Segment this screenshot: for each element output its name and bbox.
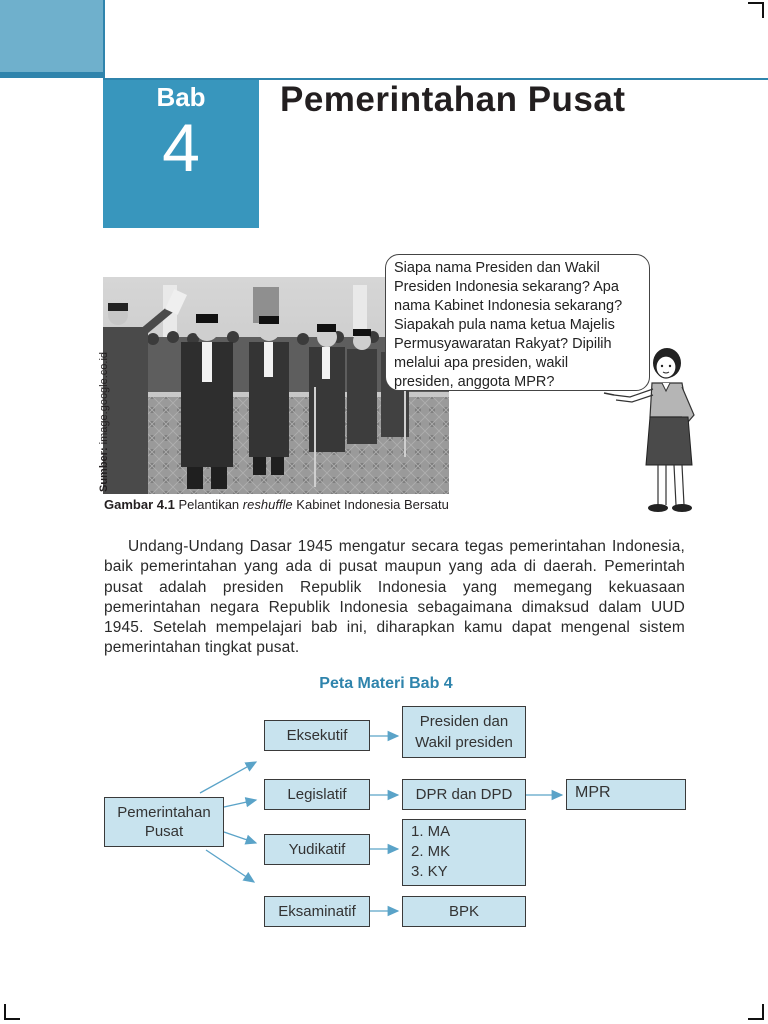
map-node-root: Pemerintahan Pusat — [104, 797, 224, 847]
map-node-yudikatif-list — [402, 819, 526, 886]
photo-caption-emphasis: reshuffle — [242, 497, 293, 512]
concept-map-title: Peta Materi Bab 4 — [319, 675, 453, 692]
chapter-label: Bab — [156, 82, 206, 112]
map-node-mpr: MPR — [566, 779, 686, 810]
photo-caption-label: Gambar 4.1 — [104, 497, 175, 512]
map-node-bpk: BPK — [402, 896, 526, 927]
map-node-presiden: Presiden dan Wakil presiden — [402, 706, 526, 758]
chapter-number: 4 — [162, 110, 200, 186]
intro-paragraph: Undang-Undang Dasar 1945 mengatur secara tegas pemerintahan Indonesia, baik pemerintahan yang ada di pusat maupun yang ada di daerah. Pemerintah pusat adalah presiden Republik Indonesia yang memegang kekuasaan pemerintahan negara Republik Indonesia sebagaimana dimaksud dalam UUD 1945. Setelah mempelajari bab ini, diharapkan kamu dapat mengenal sistem pemerintahan tingkat pusat. — [104, 538, 685, 657]
chapter-title: Pemerintahan Pusat — [280, 80, 626, 119]
photo-source-label: Sumber: — [98, 447, 110, 492]
photo-caption-post: Kabinet Indonesia Bersatu — [296, 497, 449, 512]
yudikatif-item-ma: 1. MA — [411, 823, 451, 840]
yudikatif-item-ky: 3. KY — [411, 863, 448, 880]
photo-caption-pre: Pelantikan — [178, 497, 240, 512]
yudikatif-item-mk: 2. MK — [411, 843, 451, 860]
map-node-eksaminatif: Eksaminatif — [264, 896, 370, 927]
speech-bubble-text: Siapa nama Presiden dan Wakil Presiden Indonesia sekarang? Apa nama Kabinet Indonesia sekarang? Siapakah pula nama ketua Majelis Permusyawaratan Rakyat? Dipilih melalui apa presiden, wakil presiden, anggota MPR? — [394, 260, 623, 390]
map-node-eksekutif: Eksekutif — [264, 720, 370, 751]
map-node-yudikatif: Yudikatif — [264, 834, 370, 865]
photo-source-value: image.google.co.id — [98, 351, 110, 445]
map-node-dpr-dpd: DPR dan DPD — [402, 779, 526, 810]
map-node-legislatif: Legislatif — [264, 779, 370, 810]
